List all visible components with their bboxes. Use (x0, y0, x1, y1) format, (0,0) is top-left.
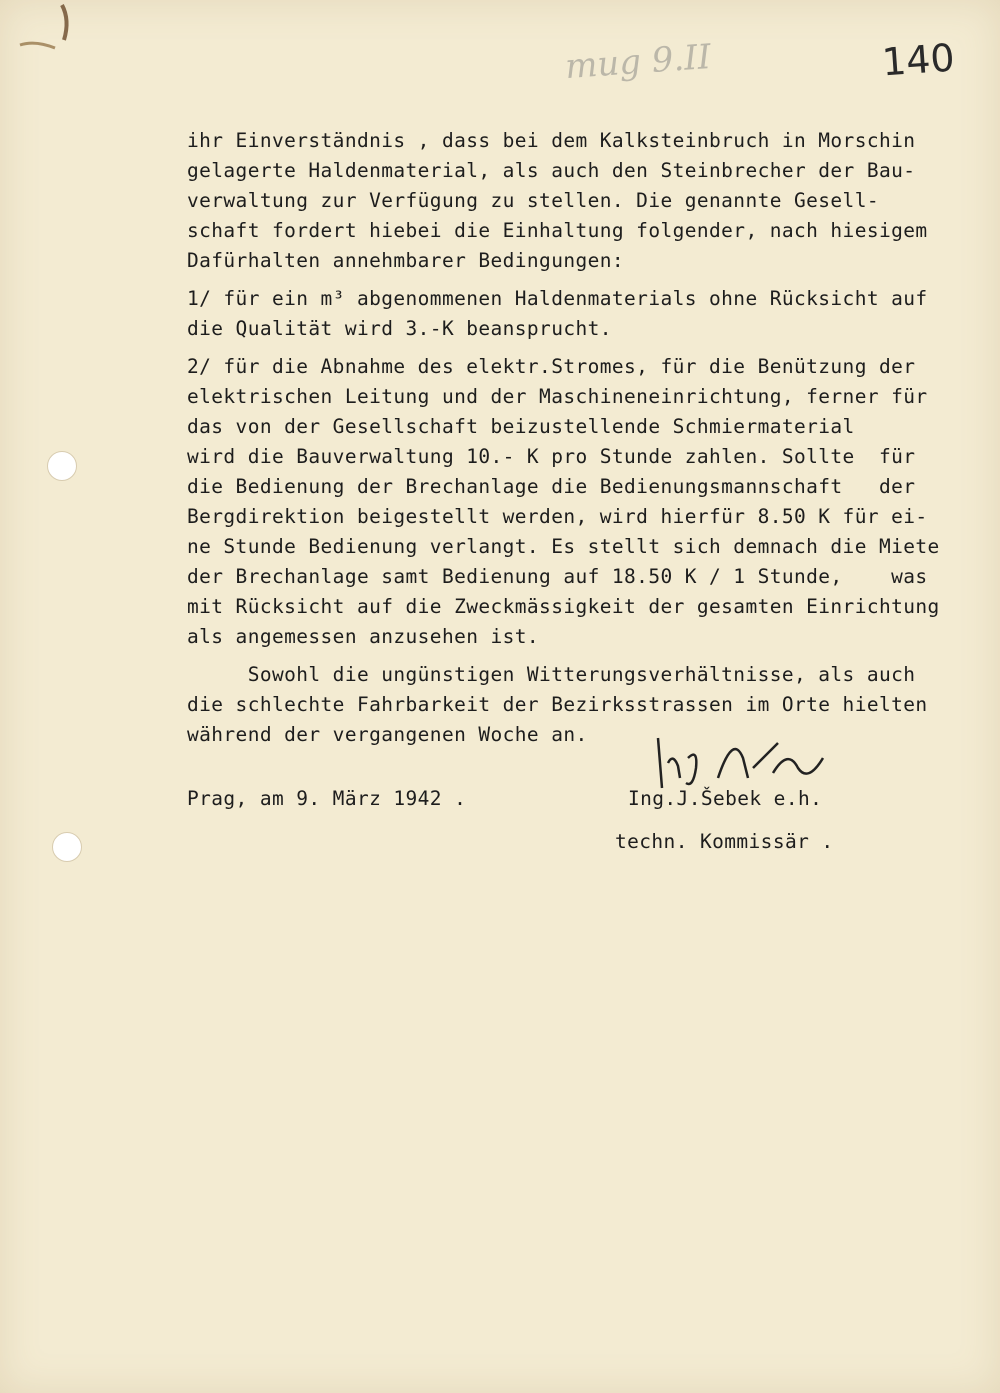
text-line: ne Stunde Bedienung verlangt. Es stellt sich demnach die Miete (187, 535, 940, 558)
text-line: der Brechanlage samt Bedienung auf 18.50 K / 1 Stunde, was (187, 565, 928, 588)
text-line: wird die Bauverwaltung 10.- K pro Stunde zahlen. Sollte für (187, 445, 916, 468)
text-line: die Qualität wird 3.-K beansprucht. (187, 317, 612, 340)
text-line: Dafürhalten annehmbarer Bedingungen: (187, 249, 625, 272)
text-line: verwaltung zur Verfügung zu stellen. Die genannte Gesell- (187, 189, 879, 212)
signer-title: techn. Kommissär . (615, 830, 834, 853)
pencil-annotation: mug 9.II (563, 36, 713, 88)
folio-number: 140 (880, 35, 956, 85)
text-line: Sowohl die ungünstigen Witterungsverhältnisse, als auch (187, 663, 916, 686)
text-line: gelagerte Haldenmaterial, als auch den Steinbrecher der Bau- (187, 159, 916, 182)
signer-name: Ing.J.Šebek e.h. (628, 787, 823, 810)
text-line: 2/ für die Abnahme des elektr.Stromes, für die Benützung der (187, 355, 916, 378)
letter-body (187, 126, 957, 750)
text-line: ihr Einverständnis , dass bei dem Kalksteinbruch in Morschin (187, 129, 916, 152)
date-place-line: Prag, am 9. März 1942 . (187, 787, 467, 810)
punch-hole-bottom (52, 832, 82, 862)
text-line: als angemessen anzusehen ist. (187, 625, 540, 648)
text-line: während der vergangenen Woche an. (187, 723, 588, 746)
text-line: elektrischen Leitung und der Maschineneinrichtung, ferner für (187, 385, 928, 408)
text-line: die Bedienung der Brechanlage die Bedienungsmannschaft der (187, 475, 916, 498)
text-line: Bergdirektion beigestellt werden, wird hierfür 8.50 K für ei- (187, 505, 928, 528)
text-line: das von der Gesellschaft beizustellende Schmiermaterial (187, 415, 855, 438)
punch-hole-top (47, 451, 77, 481)
paragraph-gap (187, 344, 957, 352)
text-line: 1/ für ein m³ abgenommenen Haldenmaterials ohne Rücksicht auf (187, 287, 928, 310)
paragraph-gap (187, 652, 957, 660)
text-line: schaft fordert hiebei die Einhaltung folgender, nach hiesigem (187, 219, 928, 242)
corner-stain (0, 0, 90, 70)
text-line: die schlechte Fahrbarkeit der Bezirksstrassen im Orte hielten (187, 693, 928, 716)
text-line: mit Rücksicht auf die Zweckmässigkeit der gesamten Einrichtung (187, 595, 940, 618)
paragraph-gap (187, 276, 957, 284)
